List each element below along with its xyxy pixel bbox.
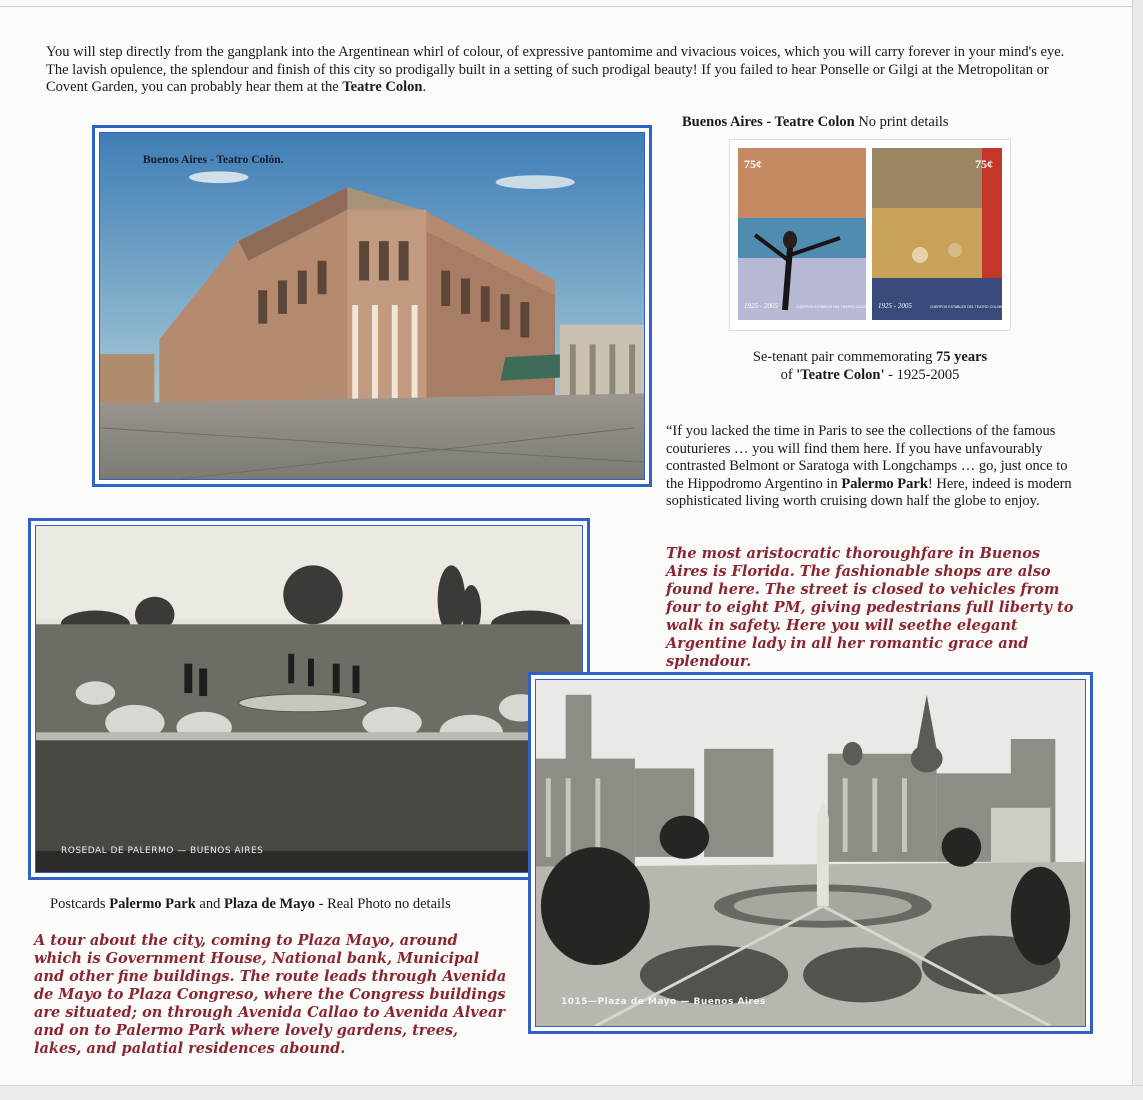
florida-paragraph: The most aristocratic thoroughfare in Buenos Aires is Florida. The fashionable shops are also found here. The street is closed to vehicles from four to eight PM, giving pedestrians full liberty to walk in safety. Here you will seethe elegant Argentine lady in all her romantic grace and splendour. — [666, 545, 1074, 670]
postcards-caption-post: - Real Photo no details — [315, 896, 451, 912]
page-bottom-edge — [0, 1085, 1143, 1100]
teatro-colon-postcard-frame — [92, 125, 652, 487]
stamp-caption-teatre-colon: 'Teatre Colon' — [796, 366, 885, 383]
stamp-left-years: 1925 - 2005 — [744, 302, 778, 310]
palermo-postcard — [35, 525, 583, 873]
intro-end: . — [422, 79, 427, 95]
stamp-caption-75-years: 75 years — [936, 349, 988, 365]
plaza-de-mayo-postcard-frame — [528, 672, 1093, 1034]
quote-text-pre: “If you lacked the time in Paris to see the collections of the famous couturieres … you will find them here. If you have unfavourably contrasted Belmont or Saratoga with Longchamps … go, just once to the Hippodromo Argentino in — [666, 423, 1068, 492]
palermo-illustration — [36, 526, 582, 872]
quote-bold-palermo-park: Palermo Park — [841, 475, 928, 492]
stamp-pair — [730, 140, 1010, 330]
teatro-postcard-print-caption: Buenos Aires - Teatro Colón. — [143, 154, 284, 166]
postcards-caption — [50, 896, 451, 914]
intro-bold-teatre-colon: Teatre Colon — [342, 79, 423, 95]
page-top-edge — [0, 6, 1143, 7]
stamp-heading — [682, 114, 949, 132]
stamp-pair-artwork — [730, 140, 1010, 330]
stamp-right-text: CUERPOS ESTABLES DEL TEATRO COLON — [930, 305, 1003, 309]
palermo-postcard-frame — [28, 518, 590, 880]
intro-paragraph — [46, 44, 1086, 97]
stamp-left-text: CUERPOS ESTABLES DEL TEATRO COLON — [796, 305, 869, 309]
intro-text: You will step directly from the gangplank into the Argentinean whirl of colour, of expressive pantomime and vivacious voices, which you will carry forever in your mind's eye. The lavish opulence, the splendour and finish of this city so prodigally built in a setting of such prodigal beauty! If you failed to hear Ponselle or Gilgi at the Metropolitan or Covent Garden, you can probably hear them at the — [46, 44, 1065, 95]
plaza-de-mayo-illustration — [536, 680, 1085, 1026]
page-right-edge — [1132, 0, 1143, 1100]
stamp-caption-line2 — [700, 367, 1040, 385]
stamp-caption — [700, 349, 1040, 384]
teatro-colon-illustration — [100, 133, 644, 479]
postcards-caption-pre: Postcards — [50, 896, 110, 912]
stamp-caption-line1-pre: Se-tenant pair commemorating — [752, 349, 937, 365]
postcards-caption-plaza: Plaza de Mayo — [223, 896, 315, 912]
plaza-de-mayo-postcard — [535, 679, 1086, 1027]
quote-text-post: ! Here, indeed is modern sophisticated living worth cruising down half the globe to enjoy. — [666, 475, 1072, 509]
postcards-caption-palermo: Palermo Park — [109, 896, 196, 912]
stamp-caption-dates: - 1925-2005 — [884, 366, 960, 383]
hippodromo-quote — [666, 423, 1084, 511]
plaza-print-caption: 1015—Plaza de Mayo — Buenos Aires — [561, 997, 766, 1007]
postcards-caption-mid: and — [195, 896, 224, 912]
stamp-caption-line1 — [700, 349, 1040, 367]
stamp-left-value: 75¢ — [744, 157, 762, 171]
stamp-caption-line2-pre: of — [780, 366, 797, 383]
stamp-right-years: 1925 - 2005 — [878, 302, 912, 310]
stamp-heading-rest: No print details — [854, 114, 949, 130]
tour-paragraph: A tour about the city, coming to Plaza Mayo, around which is Government House, National bank, Municipal and other fine buildings. The route leads through Avenida de Mayo to Plaza Congreso, where the Congress buildings are situated; on through Avenida Callao to Avenida Alvear and on to Palermo Park where lovely gardens, trees, lakes, and palatial residences abound. — [34, 932, 507, 1057]
palermo-print-caption: ROSEDAL DE PALERMO — BUENOS AIRES — [61, 846, 264, 856]
teatro-colon-postcard — [99, 132, 645, 480]
stamp-heading-bold: Buenos Aires - Teatre Colon — [682, 114, 855, 130]
stamp-right-value: 75¢ — [975, 157, 993, 171]
